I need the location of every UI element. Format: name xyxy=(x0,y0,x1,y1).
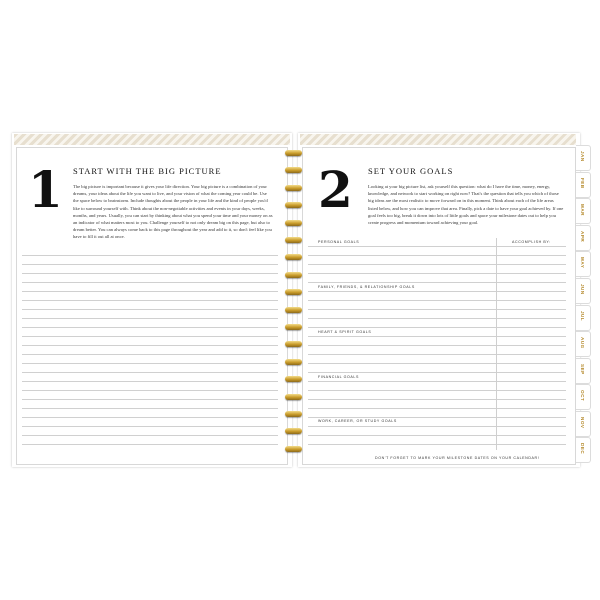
month-tab-aug[interactable] xyxy=(576,331,591,357)
binding-ring xyxy=(285,220,302,226)
month-tab-sep[interactable] xyxy=(576,358,591,384)
month-tab-label: MAY xyxy=(580,257,585,269)
month-tab-label: SEP xyxy=(580,364,585,375)
binding-ring xyxy=(285,394,302,400)
goal-label-personal: PERSONAL GOALS xyxy=(318,240,360,244)
left-page-heading: START WITH THE BIG PICTURE xyxy=(73,166,222,176)
month-tab-label: JUN xyxy=(580,284,585,295)
milestone-footer-note: DON'T FORGET TO MARK YOUR MILESTONE DATES ON YOUR CALENDAR! xyxy=(375,456,540,460)
month-tab-label: MAR xyxy=(580,204,585,216)
goal-label-family: FAMILY, FRIENDS, & RELATIONSHIP GOALS xyxy=(318,285,415,289)
binding-ring xyxy=(285,411,302,417)
month-tab-label: JAN xyxy=(580,151,585,162)
month-tab-label: AUG xyxy=(580,337,585,349)
binding-ring xyxy=(285,359,302,365)
binding-ring xyxy=(285,341,302,347)
binding-ring xyxy=(285,237,302,243)
left-page-stripe xyxy=(14,134,290,145)
binding-ring xyxy=(285,324,302,330)
binding-ring xyxy=(285,150,302,156)
left-page-body: The big picture is important because it gives your life direction. Your big picture is a combination of your dreams, your ideas about the life you want to live, and your vision of what the coming year could be. Use the space below to brainstorm. Include thoughts about the people in your life and the kind of people you'd like to surround yourself with. Think about the non-negotiable activities and events in your days, weeks, months, and years. Usually, you can start by thinking about what you spend your time and your money on as an indicator of what matters most to you. Challenge yourself to not only dream big on this page, but also to dream better. You can always come back to this page throughout the year and add to it, so don't feel like you have to fill it out all at once. xyxy=(73,184,273,239)
binding-ring xyxy=(285,376,302,382)
binding-ring xyxy=(285,272,302,278)
month-tab-label: JUL xyxy=(580,311,585,322)
month-tab-dec[interactable] xyxy=(576,437,591,463)
goal-label-work: WORK, CAREER, OR STUDY GOALS xyxy=(318,419,397,423)
month-tab-label: OCT xyxy=(580,390,585,402)
month-tab-label: APR xyxy=(580,231,585,243)
right-page-number: 2 xyxy=(318,160,353,219)
month-tab-may[interactable] xyxy=(576,251,591,277)
binding-ring xyxy=(285,307,302,313)
binding-ring xyxy=(285,254,302,260)
accomplish-column-divider xyxy=(496,238,497,450)
month-tab-jan[interactable] xyxy=(576,145,591,171)
binding-ring xyxy=(285,446,302,452)
binding-ring xyxy=(285,185,302,191)
left-page-number: 1 xyxy=(28,160,63,219)
month-tab-jun[interactable] xyxy=(576,278,591,304)
month-tab-feb[interactable] xyxy=(576,172,591,198)
month-tab-nov[interactable] xyxy=(576,411,591,437)
month-tab-jul[interactable] xyxy=(576,305,591,331)
month-tab-mar[interactable] xyxy=(576,198,591,224)
left-page-writing-lines xyxy=(22,247,278,452)
binding-ring xyxy=(285,167,302,173)
month-tab-label: FEB xyxy=(580,178,585,189)
right-page-stripe xyxy=(300,134,576,145)
right-page-heading: SET YOUR GOALS xyxy=(368,166,454,176)
binding-ring xyxy=(285,289,302,295)
binding-ring xyxy=(285,428,302,434)
goal-label-financial: FINANCIAL GOALS xyxy=(318,375,360,379)
goal-label-heart-spirit: HEART & SPIRIT GOALS xyxy=(318,330,372,334)
spiral-binding xyxy=(285,150,307,470)
month-tab-label: NOV xyxy=(580,417,585,429)
month-tab-label: DEC xyxy=(580,443,585,455)
right-page-body: Looking at your big picture list, ask yourself this question: what do I have the time, money, energy, knowledge, and network to start working on right now? That's the question that tells you which of those big ideas are the most realistic to move forward on in this moment. Think about each of the life areas listed below, and how you can improve that area. Finally, pick a date to have your goal achieved by. If one goal feels too big, break it down into lots of little goals and space your milestone dates out to help you create progress and momentum toward achieving your goal. xyxy=(368,184,564,226)
accomplish-by-label: ACCOMPLISH BY: xyxy=(512,240,551,244)
month-tab-apr[interactable] xyxy=(576,225,591,251)
month-tab-oct[interactable] xyxy=(576,384,591,410)
binding-ring xyxy=(285,202,302,208)
